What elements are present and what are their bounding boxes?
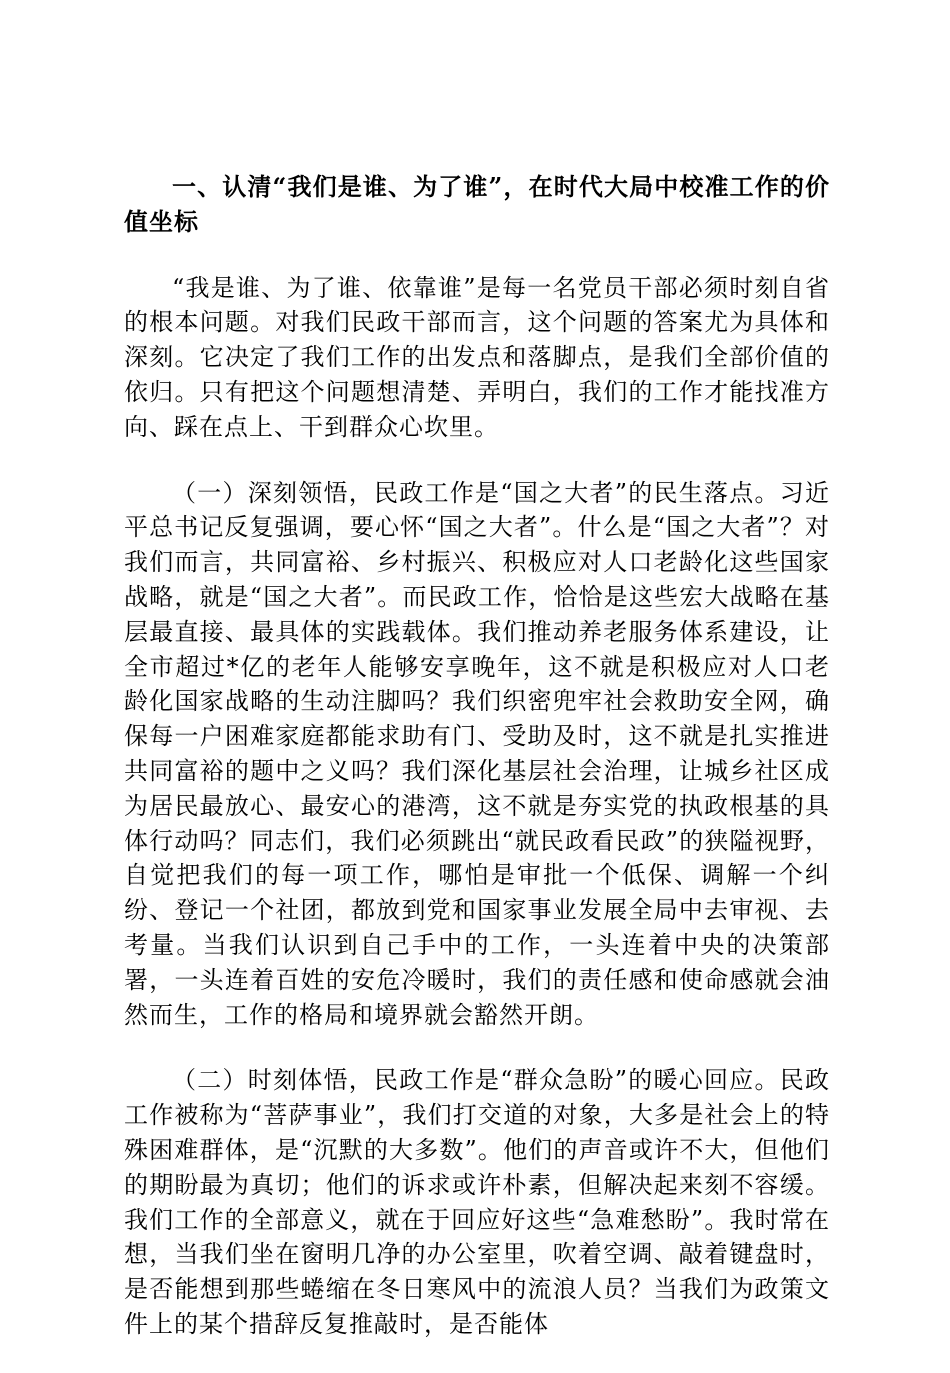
paragraph-item-2: （二）时刻体悟，民政工作是“群众急盼”的暖心回应。民政工作被称为“菩萨事业”，我们打交道的对象，大多是社会上的特殊困难群体，是“沉默的大多数”。他们的声音或许不大，但他们的期盼最为真切；他们的诉求或许朴素，但解决起来刻不容缓。我们工作的全部意义，就在于回应好这些“急难愁盼”。我时常在想，当我们坐在窗明几净的办公室里，吹着空调、敲着键盘时，是否能想到那些蜷缩在冬日寒风中的流浪人员？当我们为政策文件上的某个措辞反复推敲时，是否能体 bbox=[124, 1066, 830, 1338]
document-page bbox=[124, 170, 830, 1373]
paragraph-intro: “我是谁、为了谁、依靠谁”是每一名党员干部必须时刻自省的根本问题。对我们民政干部而言，这个问题的答案尤为具体和深刻。它决定了我们工作的出发点和落脚点，是我们全部价值的依归。只有把这个问题想清楚、弄明白，我们的工作才能找准方向、踩在点上、干到群众心坎里。 bbox=[124, 273, 830, 441]
paragraph-item-1: （一）深刻领悟，民政工作是“国之大者”的民生落点。习近平总书记反复强调，要心怀“国之大者”。什么是“国之大者”？对我们而言，共同富裕、乡村振兴、积极应对人口老龄化这些国家战略，就是“国之大者”。而民政工作，恰恰是这些宏大战略在基层最直接、最具体的实践载体。我们推动养老服务体系建设，让全市超过*亿的老年人能够安享晚年，这不就是积极应对人口老龄化国家战略的生动注脚吗？我们织密兜牢社会救助安全网，确保每一户困难家庭都能求助有门、受助及时，这不就是扎实推进共同富裕的题中之义吗？我们深化基层社会治理，让城乡社区成为居民最放心、最安心的港湾，这不就是夯实党的执政根基的具体行动吗？同志们，我们必须跳出“就民政看民政”的狭隘视野，自觉把我们的每一项工作，哪怕是审批一个低保、调解一个纠纷、登记一个社团，都放到党和国家事业发展全局中去审视、去考量。当我们认识到自己手中的工作，一头连着中央的决策部署，一头连着百姓的安危冷暖时，我们的责任感和使命感就会油然而生，工作的格局和境界就会豁然开朗。 bbox=[124, 478, 830, 1029]
section-heading: 一、认清“我们是谁、为了谁”，在时代大局中校准工作的价值坐标 bbox=[124, 172, 830, 236]
